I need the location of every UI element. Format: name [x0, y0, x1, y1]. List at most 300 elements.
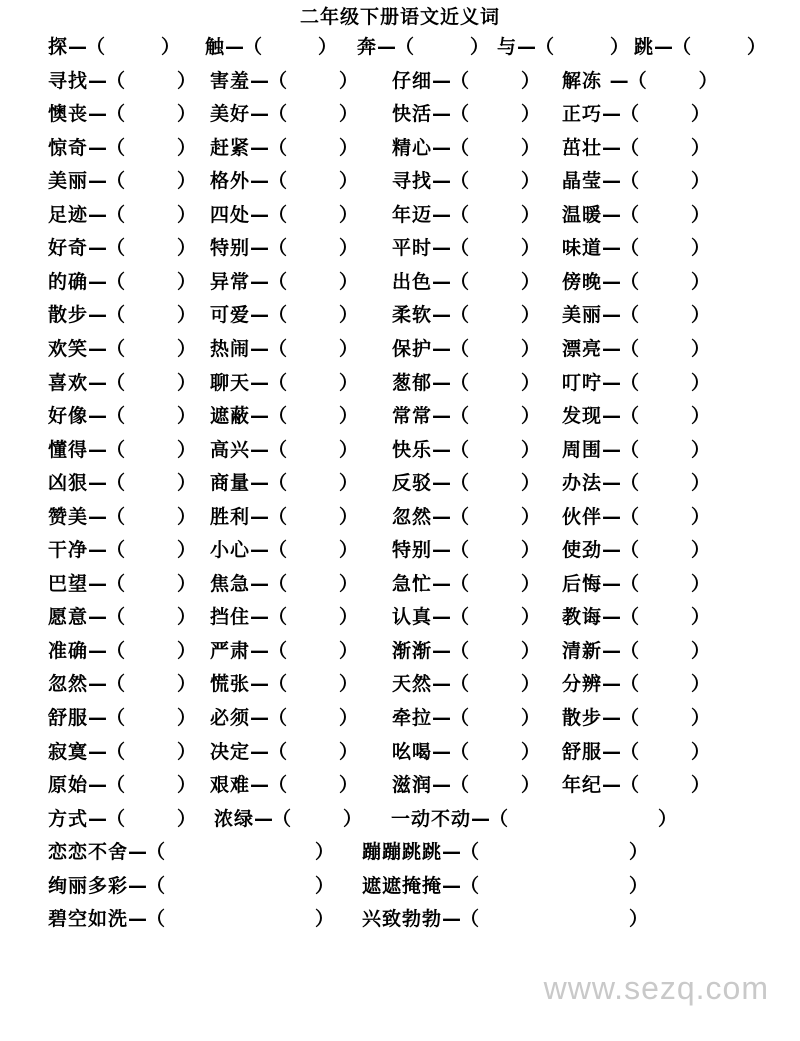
- word: 兴致勃勃: [362, 908, 443, 931]
- dash: —: [471, 807, 490, 830]
- dash: —: [432, 707, 451, 729]
- dash: —: [88, 136, 107, 159]
- word: 聊天: [210, 371, 251, 394]
- dash: —: [250, 170, 269, 193]
- close-paren: ）: [691, 371, 711, 394]
- open-paren: （: [86, 36, 106, 58]
- close-paren: ）: [339, 170, 359, 193]
- close-paren: ）: [521, 237, 541, 260]
- word: 遮蔽: [210, 405, 251, 428]
- synonym-item: [48, 437, 196, 463]
- synonym-item: [392, 302, 540, 328]
- synonym-item: [48, 269, 196, 295]
- dash: —: [432, 673, 451, 696]
- dash: —: [88, 69, 107, 92]
- dash: —: [432, 170, 451, 193]
- synonym-item: [48, 604, 196, 630]
- synonym-item: [48, 571, 196, 597]
- open-paren: （: [620, 673, 640, 696]
- close-paren: ）: [470, 36, 490, 58]
- synonym-item: [562, 168, 710, 194]
- close-paren: ）: [339, 639, 359, 662]
- dash: —: [602, 774, 621, 797]
- open-paren: （: [620, 539, 640, 562]
- word: 四处: [210, 203, 251, 226]
- synonym-item: [392, 202, 540, 228]
- open-paren: （: [450, 69, 470, 92]
- synonym-item: [210, 168, 358, 194]
- close-paren: ）: [691, 472, 711, 495]
- dash: —: [442, 874, 461, 897]
- open-paren: （: [268, 472, 288, 495]
- close-paren: ）: [177, 304, 197, 327]
- dash: —: [432, 237, 451, 260]
- open-paren: （: [535, 36, 555, 58]
- close-paren: ）: [343, 807, 363, 830]
- open-paren: （: [243, 36, 263, 58]
- synonym-item: [562, 671, 710, 697]
- synonym-item: [48, 202, 196, 228]
- word: 办法: [562, 472, 603, 495]
- word: 必须: [210, 707, 251, 729]
- word: 焦急: [210, 572, 251, 595]
- word: 认真: [392, 606, 433, 629]
- close-paren: ）: [177, 170, 197, 193]
- dash: —: [250, 337, 269, 360]
- open-paren: （: [268, 774, 288, 797]
- open-paren: （: [106, 505, 126, 528]
- close-paren: ）: [521, 707, 541, 729]
- dash: —: [88, 707, 107, 729]
- open-paren: （: [627, 69, 647, 92]
- synonym-item: [210, 772, 358, 798]
- close-paren: ）: [339, 371, 359, 394]
- dash: —: [250, 740, 269, 763]
- synonym-item: [392, 336, 540, 362]
- synonym-item: [48, 772, 196, 798]
- close-paren: ）: [521, 673, 541, 696]
- dash: —: [88, 237, 107, 260]
- synonym-item: [562, 772, 710, 798]
- word: 奔: [357, 36, 378, 58]
- synonym-item: [392, 571, 540, 597]
- close-paren: ）: [691, 203, 711, 226]
- synonym-item: [392, 638, 540, 664]
- word: 漂亮: [562, 337, 603, 360]
- word: 快活: [392, 103, 433, 126]
- close-paren: ）: [691, 539, 711, 562]
- dash: —: [432, 639, 451, 662]
- open-paren: （: [268, 606, 288, 629]
- synonym-item: [210, 504, 358, 530]
- close-paren: ）: [339, 438, 359, 461]
- dash: —: [602, 606, 621, 629]
- synonym-item: [48, 806, 196, 832]
- open-paren: （: [460, 841, 480, 864]
- close-paren: ）: [691, 774, 711, 797]
- word: 可爱: [210, 304, 251, 327]
- open-paren: （: [268, 639, 288, 662]
- dash: —: [609, 69, 628, 92]
- dash: —: [602, 136, 621, 159]
- word: 后悔: [562, 572, 603, 595]
- word: 蹦蹦跳跳: [362, 841, 443, 864]
- close-paren: ）: [177, 69, 197, 92]
- word: 跳: [634, 36, 655, 58]
- close-paren: ）: [177, 774, 197, 797]
- close-paren: ）: [521, 136, 541, 159]
- close-paren: ）: [521, 539, 541, 562]
- close-paren: ）: [177, 270, 197, 293]
- synonym-item: [562, 437, 710, 463]
- synonym-item: [362, 839, 648, 865]
- close-paren: ）: [339, 774, 359, 797]
- close-paren: ）: [698, 69, 718, 92]
- word: 出色: [392, 270, 433, 293]
- open-paren: （: [450, 337, 470, 360]
- open-paren: （: [268, 103, 288, 126]
- word: 葱郁: [392, 371, 433, 394]
- word: 美丽: [48, 170, 89, 193]
- synonym-item: [562, 638, 710, 664]
- close-paren: ）: [339, 505, 359, 528]
- open-paren: （: [620, 572, 640, 595]
- close-paren: ）: [521, 170, 541, 193]
- dash: —: [250, 572, 269, 595]
- open-paren: （: [106, 337, 126, 360]
- open-paren: （: [106, 438, 126, 461]
- open-paren: （: [106, 270, 126, 293]
- close-paren: ）: [318, 36, 338, 58]
- open-paren: （: [272, 807, 292, 830]
- open-paren: （: [268, 539, 288, 562]
- open-paren: （: [450, 673, 470, 696]
- synonym-item: [210, 437, 358, 463]
- close-paren: ）: [691, 270, 711, 293]
- word: 的确: [48, 270, 89, 293]
- dash: —: [602, 203, 621, 226]
- synonym-item: [210, 68, 358, 94]
- open-paren: （: [106, 136, 126, 159]
- close-paren: ）: [521, 572, 541, 595]
- synonym-item: [392, 403, 540, 429]
- synonym-item: [48, 403, 196, 429]
- watermark: www.sezq.com: [543, 970, 769, 1006]
- word: 一动不动: [391, 807, 472, 830]
- open-paren: （: [620, 136, 640, 159]
- dash: —: [250, 371, 269, 394]
- word: 柔软: [392, 304, 433, 327]
- dash: —: [602, 170, 621, 193]
- close-paren: ）: [691, 438, 711, 461]
- synonym-item: [48, 68, 196, 94]
- close-paren: ）: [521, 606, 541, 629]
- word: 常常: [392, 405, 433, 428]
- dash: —: [432, 405, 451, 428]
- open-paren: （: [620, 270, 640, 293]
- dash: —: [442, 841, 461, 864]
- dash: —: [432, 270, 451, 293]
- close-paren: ）: [339, 740, 359, 763]
- synonym-item: [48, 101, 196, 127]
- open-paren: （: [106, 103, 126, 126]
- synonym-item: [392, 604, 540, 630]
- word: 愿意: [48, 606, 89, 629]
- dash: —: [602, 438, 621, 461]
- dash: —: [602, 539, 621, 562]
- close-paren: ）: [177, 639, 197, 662]
- synonym-item: [210, 403, 358, 429]
- close-paren: ）: [747, 36, 767, 58]
- word: 胜利: [210, 505, 251, 528]
- open-paren: （: [450, 304, 470, 327]
- synonym-item: [392, 504, 540, 530]
- synonym-item: [210, 135, 358, 161]
- synonym-item: [210, 537, 358, 563]
- synonym-item: [392, 772, 540, 798]
- synonym-item: [392, 671, 540, 697]
- open-paren: （: [450, 203, 470, 226]
- word: 味道: [562, 237, 603, 260]
- dash: —: [88, 405, 107, 428]
- dash: —: [602, 371, 621, 394]
- synonym-item: [392, 470, 540, 496]
- open-paren: （: [268, 270, 288, 293]
- open-paren: （: [268, 237, 288, 260]
- word: 寻找: [392, 170, 433, 193]
- close-paren: ）: [521, 438, 541, 461]
- word: 高兴: [210, 438, 251, 461]
- dash: —: [432, 136, 451, 159]
- synonym-item: [210, 604, 358, 630]
- open-paren: （: [106, 237, 126, 260]
- word: 赞美: [48, 505, 89, 528]
- dash: —: [654, 36, 673, 58]
- word: 年纪: [562, 774, 603, 797]
- close-paren: ）: [691, 170, 711, 193]
- open-paren: （: [450, 606, 470, 629]
- open-paren: （: [450, 472, 470, 495]
- word: 教诲: [562, 606, 603, 629]
- open-paren: （: [268, 304, 288, 327]
- close-paren: ）: [339, 572, 359, 595]
- word: 干净: [48, 539, 89, 562]
- synonym-item: [562, 537, 710, 563]
- dash: —: [88, 103, 107, 126]
- open-paren: （: [489, 807, 509, 830]
- open-paren: （: [146, 841, 166, 864]
- open-paren: （: [106, 405, 126, 428]
- open-paren: （: [268, 170, 288, 193]
- open-paren: （: [146, 908, 166, 931]
- dash: —: [250, 639, 269, 662]
- dash: —: [128, 874, 147, 897]
- dash: —: [88, 203, 107, 226]
- dash: —: [432, 505, 451, 528]
- dash: —: [432, 472, 451, 495]
- dash: —: [602, 707, 621, 729]
- open-paren: （: [620, 170, 640, 193]
- synonym-item: [392, 370, 540, 396]
- dash: —: [432, 304, 451, 327]
- synonym-item: [497, 34, 629, 60]
- open-paren: （: [106, 639, 126, 662]
- open-paren: （: [620, 103, 640, 126]
- open-paren: （: [395, 36, 415, 58]
- word: 害羞: [210, 69, 251, 92]
- word: 晶莹: [562, 170, 603, 193]
- synonym-item: [210, 671, 358, 697]
- synonym-item: [391, 806, 677, 832]
- synonym-item: [48, 906, 334, 932]
- dash: —: [250, 505, 269, 528]
- open-paren: （: [450, 572, 470, 595]
- close-paren: ）: [177, 472, 197, 495]
- close-paren: ）: [339, 304, 359, 327]
- dash: —: [88, 505, 107, 528]
- word: 仔细: [392, 69, 433, 92]
- word: 足迹: [48, 203, 89, 226]
- open-paren: （: [620, 639, 640, 662]
- worksheet-title: 二年级下册语文近义词: [299, 6, 500, 28]
- dash: —: [250, 203, 269, 226]
- close-paren: ）: [177, 673, 197, 696]
- dash: —: [250, 606, 269, 629]
- word: 美好: [210, 103, 251, 126]
- word: 好像: [48, 405, 89, 428]
- word: 决定: [210, 740, 251, 763]
- synonym-item: [562, 68, 718, 94]
- word: 恋恋不舍: [48, 841, 129, 864]
- close-paren: ）: [177, 337, 197, 360]
- close-paren: ）: [315, 874, 335, 897]
- close-paren: ）: [521, 774, 541, 797]
- synonym-item: [392, 101, 540, 127]
- open-paren: （: [620, 505, 640, 528]
- dash: —: [225, 36, 244, 58]
- synonym-item: [362, 873, 648, 899]
- open-paren: （: [268, 707, 288, 729]
- synonym-item: [210, 739, 358, 765]
- synonym-item: [562, 571, 710, 597]
- dash: —: [602, 472, 621, 495]
- open-paren: （: [620, 606, 640, 629]
- word: 使劲: [562, 539, 603, 562]
- close-paren: ）: [691, 505, 711, 528]
- word: 异常: [210, 270, 251, 293]
- word: 赶紧: [210, 136, 251, 159]
- synonym-item: [562, 739, 710, 765]
- synonym-item: [562, 604, 710, 630]
- open-paren: （: [672, 36, 692, 58]
- word: 凶狠: [48, 472, 89, 495]
- dash: —: [377, 36, 396, 58]
- dash: —: [602, 337, 621, 360]
- open-paren: （: [450, 170, 470, 193]
- word: 方式: [48, 807, 89, 830]
- word: 保护: [392, 337, 433, 360]
- dash: —: [442, 908, 461, 931]
- close-paren: ）: [339, 203, 359, 226]
- dash: —: [602, 270, 621, 293]
- open-paren: （: [106, 539, 126, 562]
- word: 艰难: [210, 774, 251, 797]
- close-paren: ）: [691, 337, 711, 360]
- open-paren: （: [450, 237, 470, 260]
- word: 欢笑: [48, 337, 89, 360]
- dash: —: [88, 371, 107, 394]
- close-paren: ）: [177, 103, 197, 126]
- word: 慌张: [210, 673, 251, 696]
- dash: —: [432, 539, 451, 562]
- synonym-item: [48, 638, 196, 664]
- close-paren: ）: [177, 539, 197, 562]
- dash: —: [88, 304, 107, 327]
- word: 懊丧: [48, 103, 89, 126]
- close-paren: ）: [177, 707, 197, 729]
- word: 茁壮: [562, 136, 603, 159]
- open-paren: （: [450, 639, 470, 662]
- dash: —: [88, 472, 107, 495]
- dash: —: [250, 270, 269, 293]
- word: 快乐: [392, 438, 433, 461]
- word: 忽然: [48, 673, 89, 696]
- synonym-item: [210, 705, 358, 731]
- open-paren: （: [106, 304, 126, 327]
- synonym-item: [48, 839, 334, 865]
- dash: —: [602, 505, 621, 528]
- synonym-item: [392, 168, 540, 194]
- dash: —: [432, 774, 451, 797]
- open-paren: （: [620, 371, 640, 394]
- word: 散步: [562, 707, 603, 729]
- synonym-item: [562, 269, 710, 295]
- open-paren: （: [106, 371, 126, 394]
- word: 清新: [562, 639, 603, 662]
- synonym-item: [392, 135, 540, 161]
- close-paren: ）: [521, 405, 541, 428]
- synonym-item: [392, 235, 540, 261]
- open-paren: （: [268, 136, 288, 159]
- dash: —: [88, 270, 107, 293]
- close-paren: ）: [691, 405, 711, 428]
- word: 美丽: [562, 304, 603, 327]
- close-paren: ）: [339, 69, 359, 92]
- close-paren: ）: [339, 472, 359, 495]
- open-paren: （: [620, 438, 640, 461]
- dash: —: [88, 606, 107, 629]
- dash: —: [88, 438, 107, 461]
- open-paren: （: [106, 707, 126, 729]
- word: 吆喝: [392, 740, 433, 763]
- dash: —: [88, 807, 107, 830]
- word: 舒服: [562, 740, 603, 763]
- dash: —: [250, 136, 269, 159]
- word: 渐渐: [392, 639, 433, 662]
- dash: —: [250, 237, 269, 260]
- open-paren: （: [106, 572, 126, 595]
- synonym-item: [48, 135, 196, 161]
- open-paren: （: [450, 707, 470, 729]
- word: 解冻: [562, 69, 610, 92]
- close-paren: ）: [177, 136, 197, 159]
- open-paren: （: [620, 304, 640, 327]
- close-paren: ）: [339, 707, 359, 729]
- close-paren: ）: [177, 606, 197, 629]
- dash: —: [602, 103, 621, 126]
- synonym-item: [562, 336, 710, 362]
- word: 伙伴: [562, 505, 603, 528]
